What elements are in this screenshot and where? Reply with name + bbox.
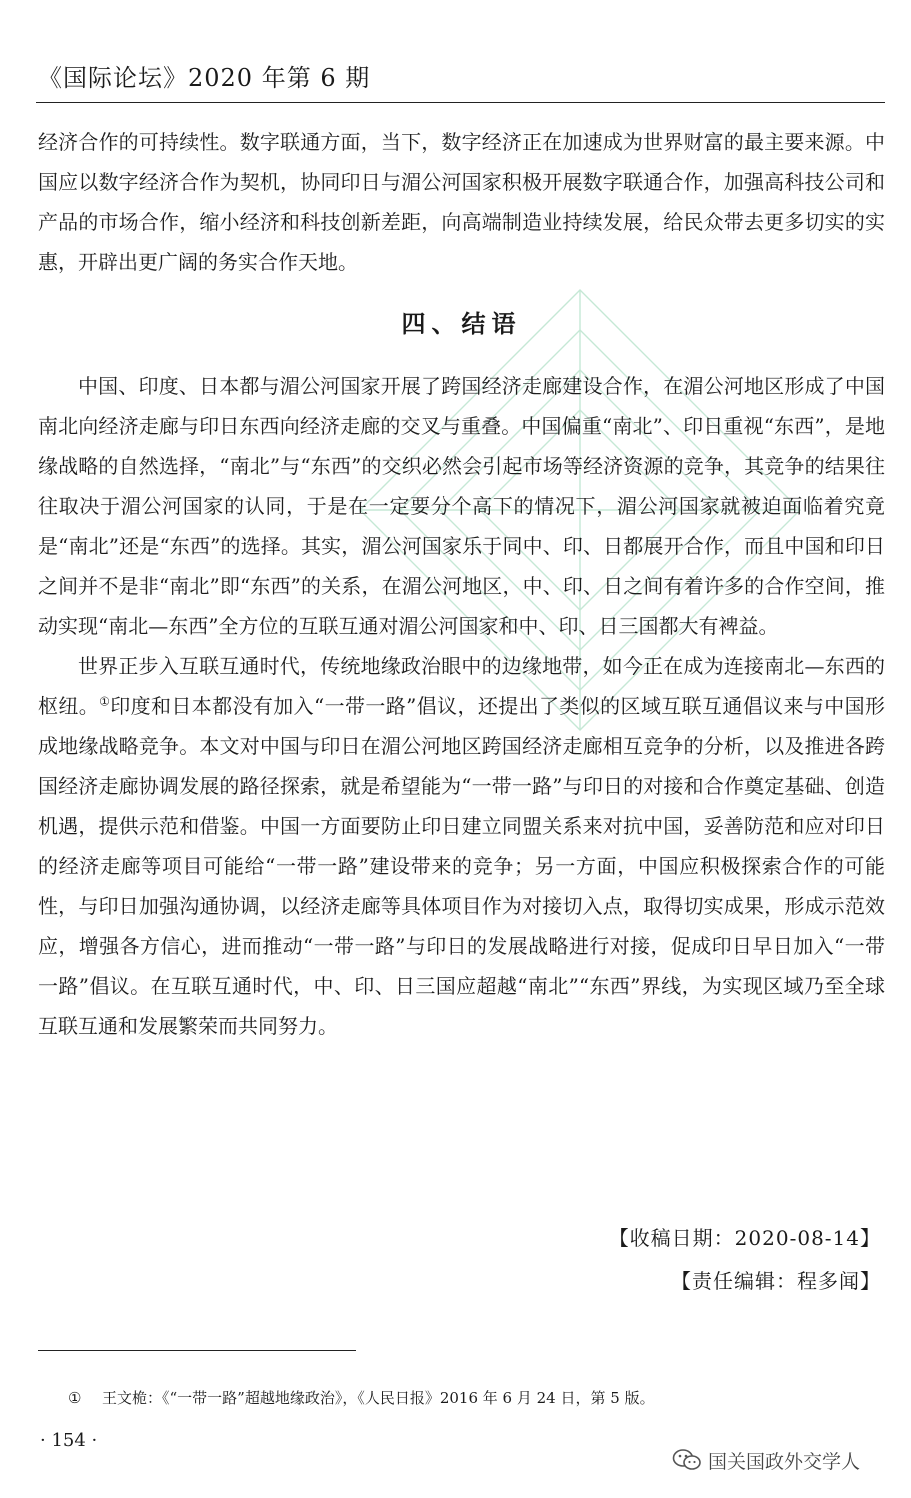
paragraph-2-part-2: 印度和日本都没有加入“一带一路”倡议，还提出了类似的区域互联互通倡议来与中国形成地缘战略竞争。本文对中国与印日在湄公河地区跨国经济走廊相互竞争的分析，以及推进各跨国经济走廊协调发展的路径探索，就是希望能为“一带一路”与印日的对接和合作奠定基础、创造机遇，提供示范和借鉴。中国一方面要防止印日建立同盟关系来对抗中国，妥善防范和应对印日的经济走廊等项目可能给“一带一路”建设带来的竞争；另一方面，中国应积极探索合作的可能性，与印日加强沟通协调，以经济走廊等具体项目作为对接切入点，取得切实成果，形成示范效应，增强各方信心，进而推动“一带一路”与印日的发展战略进行对接，促成印日早日加入“一带一路”倡议。在互联互通时代，中、印、日三国应超越“南北”“东西”界线，为实现区域乃至全球互联互通和发展繁荣而共同努力。: [38, 694, 886, 1038]
running-title: 《国际论坛》2020 年第 6 期: [38, 64, 371, 92]
wechat-icon: [672, 1448, 702, 1472]
intro-paragraph: 经济合作的可持续性。数字联通方面，当下，数字经济正在加速成为世界财富的最主要来源。中国应以数字经济合作为契机，协同印日与湄公河国家积极开展数字联通合作，加强高科技公司和产品的市场合作，缩小经济和科技创新差距，向高端制造业持续发展，给民众带去更多切实的实惠，开辟出更广阔的务实合作天地。: [38, 130, 885, 274]
wechat-account-name: 国关国政外交学人: [708, 1450, 861, 1473]
footnote-mark: ①: [68, 1389, 82, 1407]
article-body: [38, 122, 885, 1046]
paragraph-2-part-1: 世界正步入互联互通时代，传统地缘政治眼中的边缘地带，如今正在成为连接南北—东西的枢纽。: [38, 654, 885, 718]
page-number: · 154 ·: [40, 1430, 98, 1451]
footnote-rule: [38, 1350, 356, 1351]
received-date: 【收稿日期：2020-08-14】: [608, 1226, 881, 1250]
conclusion-paragraph-1: 中国、印度、日本都与湄公河国家开展了跨国经济走廊建设合作，在湄公河地区形成了中国南北向经济走廊与印日东西向经济走廊的交叉与重叠。中国偏重“南北”、印日重视“东西”，是地缘战略的自然选择，“南北”与“东西”的交织必然会引起市场等经济资源的竞争，其竞争的结果往往取决于湄公河国家的认同，于是在一定要分个高下的情况下，湄公河国家就被迫面临着究竟是“南北”还是“东西”的选择。其实，湄公河国家乐于同中、印、日都展开合作，而且中国和印日之间并不是非“南北”即“东西”的关系，在湄公河地区，中、印、日之间有着许多的合作空间，推动实现“南北—东西”全方位的互联互通对湄公河国家和中、印、日三国都大有裨益。: [38, 374, 885, 638]
wechat-watermark: [672, 1447, 860, 1473]
responsible-editor: 【责任编辑：程多闻】: [671, 1269, 881, 1293]
conclusion-paragraph-2: [38, 646, 885, 1046]
footnote-text: 王文桅：《“一带一路”超越地缘政治》，《人民日报》2016 年 6 月 24 日，第 5 版。: [102, 1389, 655, 1407]
section-title: 四、结语: [401, 309, 522, 338]
footnote: [68, 1387, 655, 1408]
header-rule: [36, 102, 885, 103]
footnote-reference[interactable]: ①: [99, 694, 111, 709]
